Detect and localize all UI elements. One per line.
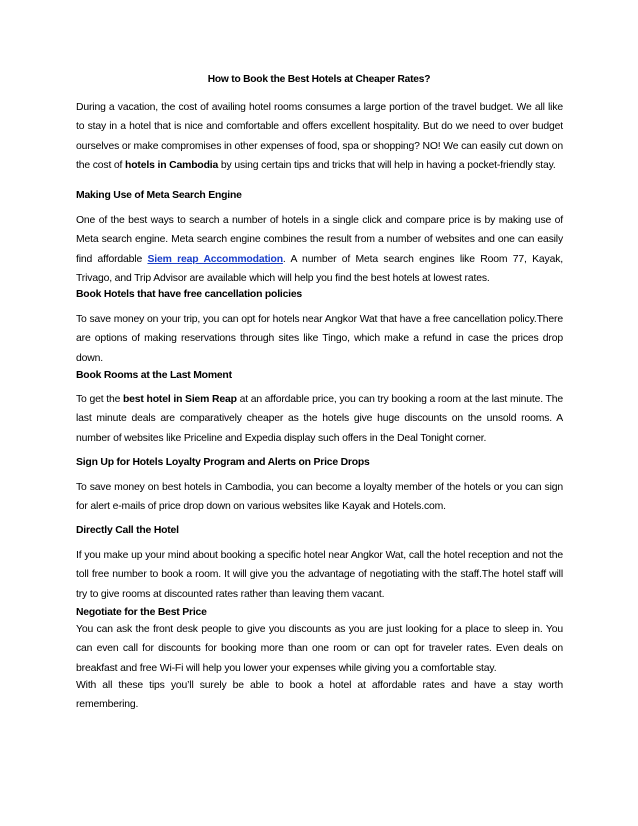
intro-paragraph — [76, 98, 563, 175]
paragraph-negotiate: You can ask the front desk people to give you discounts as you are just looking for a place to sleep in. You can even call for discounts for booking more than one room or can opt for traveler rates. Even deals on breakfast and free Wi-Fi will help you lower your expenses while giving you a comfortable stay. — [76, 624, 563, 674]
last-moment-text-1: To get the — [76, 394, 123, 405]
heading-negotiate: Negotiate for the Best Price — [76, 607, 207, 618]
meta-search-text-1: One of the best ways to search a number of hotels in a single click and compare price is by making use of Meta search engine. Meta search engine combines the result from a number of websites and one can easily find affordable — [76, 215, 563, 265]
intro-text-2: by using certain tips and tricks that will help in having a pocket-friendly stay. — [218, 159, 556, 171]
intro-text-1: During a vacation, the cost of availing hotel rooms consumes a large portion of the travel budget. We all like to stay in a hotel that is nice and comfortable and offers excellent hospitality. But do we need to over budget ourselves or make compromises in other expenses of food, spa or shopping? NO! We can easily cut down on the cost of — [76, 102, 563, 171]
intro-bold-keyword: hotels in Cambodia — [125, 159, 219, 171]
meta-search-text-2: . A number of Meta search engines like Room 77, Kayak, Trivago, and Trip Advisor are available which will help you find the best hotels at lowest rates. — [76, 253, 563, 284]
heading-meta-search: Making Use of Meta Search Engine — [76, 190, 242, 201]
paragraph-call-hotel: If you make up your mind about booking a specific hotel near Angkor Wat, call the hotel reception and not the toll free number to book a room. It will give you the advantage of negotiating with the staff.The hotel staff will try to give rooms at discounted rates rather than leaving them vacant. — [76, 550, 563, 600]
paragraph-last-moment — [76, 390, 563, 448]
document-title: How to Book the Best Hotels at Cheaper Rates? — [207, 74, 431, 85]
heading-call-hotel: Directly Call the Hotel — [76, 525, 179, 536]
paragraph-meta-search — [76, 211, 563, 288]
siem-reap-accommodation-link[interactable]: Siem reap Accommodation — [147, 253, 283, 265]
heading-free-cancellation: Book Hotels that have free cancellation policies — [76, 289, 302, 300]
paragraph-loyalty-program: To save money on best hotels in Cambodia, you can become a loyalty member of the hotels or you can sign for alert e-mails of price drop down on various websites like Kayak and Hotels.com. — [76, 482, 563, 513]
closing-paragraph: With all these tips you’ll surely be able to book a hotel at affordable rates and have a stay worth remembering. — [76, 680, 563, 711]
heading-last-moment: Book Rooms at the Last Moment — [76, 370, 232, 381]
heading-loyalty-program: Sign Up for Hotels Loyalty Program and Alerts on Price Drops — [76, 457, 370, 468]
last-moment-bold-keyword: best hotel in Siem Reap — [122, 394, 237, 405]
last-moment-text-2: at an affordable price, you can try booking a room at the last minute. The last minute deals are comparatively cheaper as the hotels give huge discounts on the unsold rooms. A number of websites like Priceline and Expedia display such offers in the Deal Tonight corner. — [76, 394, 563, 444]
paragraph-free-cancellation: To save money on your trip, you can opt for hotels near Angkor Wat that have a free cancellation policy.There are options of making reservations through sites like Tingo, which make a refund in case the prices drop down. — [76, 314, 563, 364]
